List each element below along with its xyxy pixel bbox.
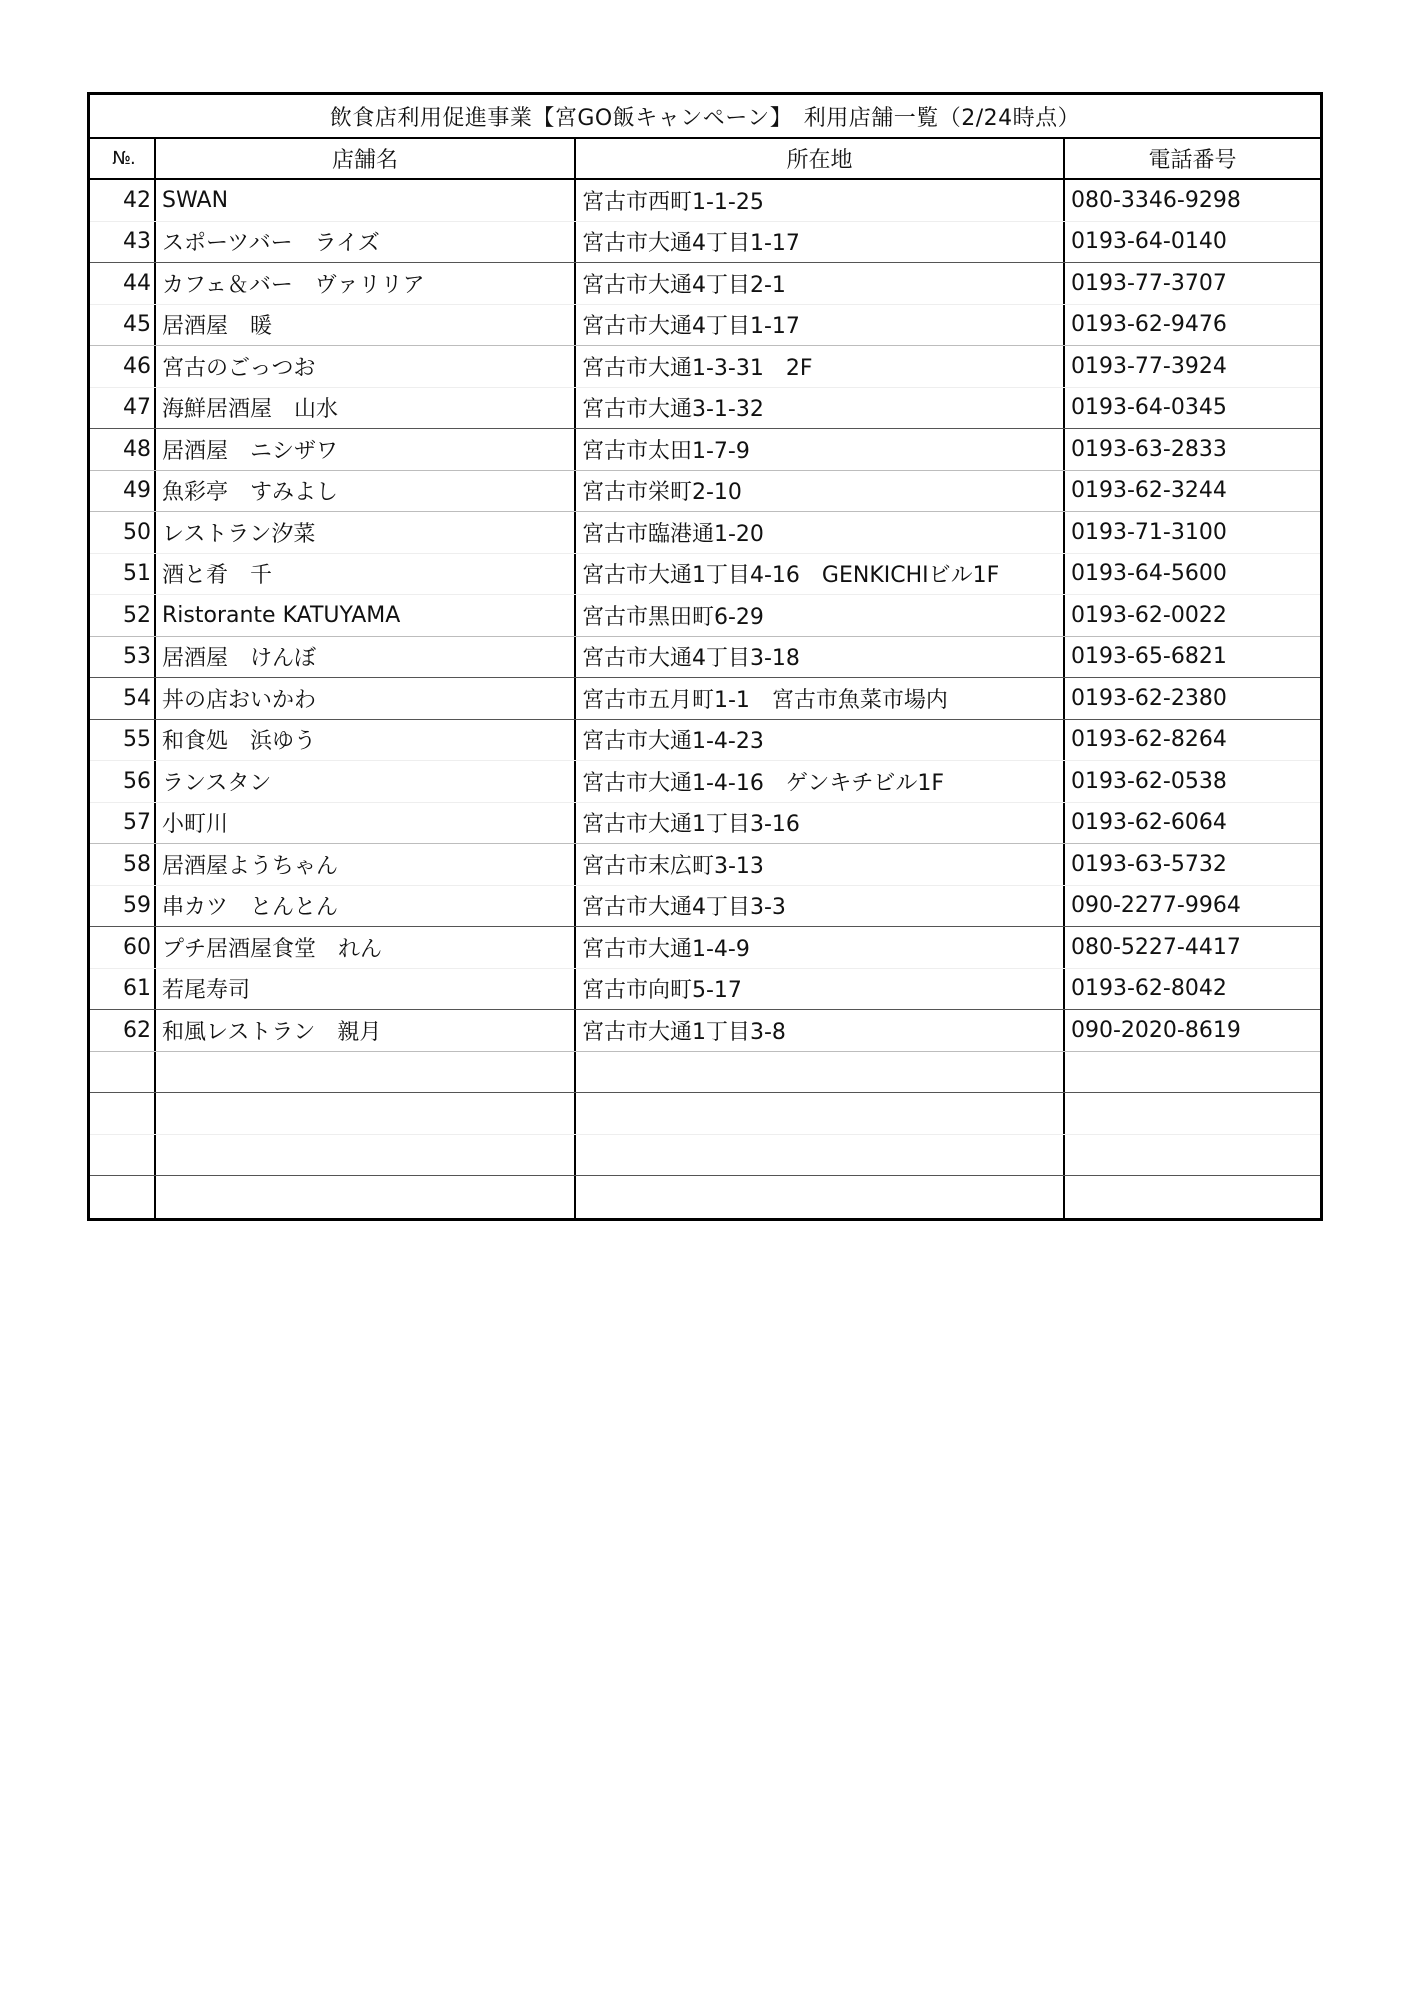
cell-address: 宮古市大通1丁目3-16	[576, 803, 1065, 844]
cell-store-name: 居酒屋 けんぼ	[156, 637, 576, 678]
cell-no: 47	[90, 388, 156, 429]
cell-address	[576, 1176, 1065, 1218]
table-row	[90, 429, 1320, 471]
cell-address: 宮古市大通4丁目1-17	[576, 222, 1065, 263]
cell-address: 宮古市大通4丁目3-3	[576, 886, 1065, 927]
cell-store-name: カフェ＆バー ヴァリリア	[156, 263, 576, 304]
column-header-phone: 電話番号	[1148, 148, 1237, 173]
cell-address: 宮古市大通1-4-9	[576, 927, 1065, 968]
cell-address	[576, 1135, 1065, 1176]
cell-phone: 0193-64-0345	[1071, 395, 1227, 421]
table-row	[90, 180, 1320, 222]
cell-phone: 0193-64-0140	[1071, 229, 1227, 255]
cell-no: 51	[90, 554, 156, 595]
cell-address: 宮古市大通1-4-16 ゲンキチビル1F	[576, 761, 1065, 802]
cell-phone: 080-5227-4417	[1071, 934, 1241, 960]
cell-phone: 0193-62-8042	[1071, 976, 1227, 1002]
cell-phone: 0193-65-6821	[1071, 644, 1227, 670]
cell-no	[90, 1052, 156, 1093]
cell-no: 62	[90, 1010, 156, 1051]
cell-no: 46	[90, 346, 156, 387]
cell-address: 宮古市大通3-1-32	[576, 388, 1065, 429]
cell-store-name: 和食処 浜ゆう	[156, 720, 576, 761]
cell-store-name: レストラン汐菜	[156, 512, 576, 553]
cell-store-name: 宮古のごっつお	[156, 346, 576, 387]
cell-address: 宮古市大通1-4-23	[576, 720, 1065, 761]
table-row	[90, 678, 1320, 720]
cell-address: 宮古市臨港通1-20	[576, 512, 1065, 553]
cell-address: 宮古市末広町3-13	[576, 844, 1065, 885]
table-row	[90, 388, 1320, 430]
cell-no: 54	[90, 678, 156, 719]
cell-phone: 0193-71-3100	[1071, 519, 1227, 545]
cell-address: 宮古市栄町2-10	[576, 471, 1065, 512]
cell-store-name: 魚彩亭 すみよし	[156, 471, 576, 512]
cell-phone	[1065, 1135, 1320, 1176]
table-row	[90, 471, 1320, 513]
table-row	[90, 222, 1320, 264]
cell-store-name: 海鮮居酒屋 山水	[156, 388, 576, 429]
table-row	[90, 927, 1320, 969]
cell-store-name: SWAN	[156, 180, 576, 221]
cell-address: 宮古市大通1-3-31 2F	[576, 346, 1065, 387]
cell-address: 宮古市太田1-7-9	[576, 429, 1065, 470]
table-row-empty	[90, 1135, 1320, 1177]
cell-store-name	[156, 1176, 576, 1218]
cell-address	[576, 1052, 1065, 1093]
table-body	[90, 180, 1320, 1218]
cell-no: 45	[90, 305, 156, 346]
table-row	[90, 886, 1320, 928]
table-row	[90, 844, 1320, 886]
cell-address: 宮古市大通4丁目1-17	[576, 305, 1065, 346]
table-row-empty	[90, 1093, 1320, 1135]
table-row	[90, 305, 1320, 347]
cell-store-name: 若尾寿司	[156, 969, 576, 1010]
cell-store-name: 串カツ とんとん	[156, 886, 576, 927]
cell-phone: 0193-64-5600	[1071, 561, 1227, 587]
table-row	[90, 554, 1320, 596]
cell-phone: 0193-62-2380	[1071, 685, 1227, 711]
cell-store-name: 和風レストラン 親月	[156, 1010, 576, 1051]
cell-phone: 0193-62-6064	[1071, 810, 1227, 836]
cell-no: 53	[90, 637, 156, 678]
cell-address	[576, 1093, 1065, 1134]
cell-phone: 0193-77-3924	[1071, 353, 1227, 379]
cell-no: 61	[90, 969, 156, 1010]
table-row	[90, 1010, 1320, 1052]
table-row	[90, 595, 1320, 637]
cell-no: 42	[90, 180, 156, 221]
cell-phone: 0193-63-2833	[1071, 436, 1227, 462]
column-header-address: 所在地	[576, 139, 1065, 178]
cell-phone: 080-3346-9298	[1071, 187, 1241, 213]
cell-phone	[1065, 1052, 1320, 1093]
cell-address: 宮古市大通1丁目3-8	[576, 1010, 1065, 1051]
cell-phone: 0193-62-3244	[1071, 478, 1227, 504]
cell-store-name	[156, 1093, 576, 1134]
table-row	[90, 803, 1320, 845]
table-row-empty	[90, 1052, 1320, 1094]
cell-store-name: 小町川	[156, 803, 576, 844]
cell-store-name: ランスタン	[156, 761, 576, 802]
cell-no: 56	[90, 761, 156, 802]
cell-no: 52	[90, 595, 156, 636]
cell-no	[90, 1093, 156, 1134]
cell-no: 44	[90, 263, 156, 304]
cell-no	[90, 1135, 156, 1176]
table-row	[90, 512, 1320, 554]
store-list-table	[87, 92, 1323, 1221]
cell-store-name: 居酒屋 暖	[156, 305, 576, 346]
cell-address: 宮古市向町5-17	[576, 969, 1065, 1010]
cell-address: 宮古市大通1丁目4-16 GENKICHIビル1F	[576, 554, 1065, 595]
cell-address: 宮古市大通4丁目2-1	[576, 263, 1065, 304]
cell-phone: 0193-62-0022	[1071, 602, 1227, 628]
cell-no	[90, 1176, 156, 1218]
cell-store-name: 丼の店おいかわ	[156, 678, 576, 719]
cell-phone: 0193-62-8264	[1071, 727, 1227, 753]
cell-store-name: プチ居酒屋食堂 れん	[156, 927, 576, 968]
cell-address: 宮古市西町1-1-25	[576, 180, 1065, 221]
cell-store-name: 酒と肴 千	[156, 554, 576, 595]
table-row	[90, 761, 1320, 803]
column-header-row	[90, 139, 1320, 180]
column-header-no: №.	[90, 139, 156, 178]
cell-no: 58	[90, 844, 156, 885]
cell-phone	[1065, 1176, 1320, 1218]
cell-phone: 0193-62-9476	[1071, 312, 1227, 338]
table-row	[90, 969, 1320, 1011]
table-row-empty	[90, 1176, 1320, 1218]
cell-address: 宮古市大通4丁目3-18	[576, 637, 1065, 678]
cell-store-name: 居酒屋ようちゃん	[156, 844, 576, 885]
cell-no: 50	[90, 512, 156, 553]
cell-phone: 0193-77-3707	[1071, 270, 1227, 296]
cell-phone: 0193-63-5732	[1071, 851, 1227, 877]
cell-phone	[1065, 1093, 1320, 1134]
table-title: 飲食店利用促進事業【宮GO飯キャンペーン】 利用店舗一覧（2/24時点）	[90, 95, 1320, 139]
cell-address: 宮古市黒田町6-29	[576, 595, 1065, 636]
cell-phone: 0193-62-0538	[1071, 768, 1227, 794]
cell-no: 43	[90, 222, 156, 263]
column-header-name: 店舗名	[156, 139, 576, 178]
table-row	[90, 346, 1320, 388]
cell-store-name: スポーツバー ライズ	[156, 222, 576, 263]
cell-store-name: Ristorante KATUYAMA	[156, 595, 576, 636]
table-row	[90, 263, 1320, 305]
cell-no: 60	[90, 927, 156, 968]
table-row	[90, 720, 1320, 762]
cell-store-name: 居酒屋 ニシザワ	[156, 429, 576, 470]
cell-phone: 090-2020-8619	[1071, 1017, 1241, 1043]
cell-address: 宮古市五月町1-1 宮古市魚菜市場内	[576, 678, 1065, 719]
cell-store-name	[156, 1135, 576, 1176]
cell-no: 57	[90, 803, 156, 844]
cell-no: 55	[90, 720, 156, 761]
cell-phone: 090-2277-9964	[1071, 893, 1241, 919]
cell-no: 49	[90, 471, 156, 512]
cell-store-name	[156, 1052, 576, 1093]
cell-no: 48	[90, 429, 156, 470]
table-row	[90, 637, 1320, 679]
cell-no: 59	[90, 886, 156, 927]
